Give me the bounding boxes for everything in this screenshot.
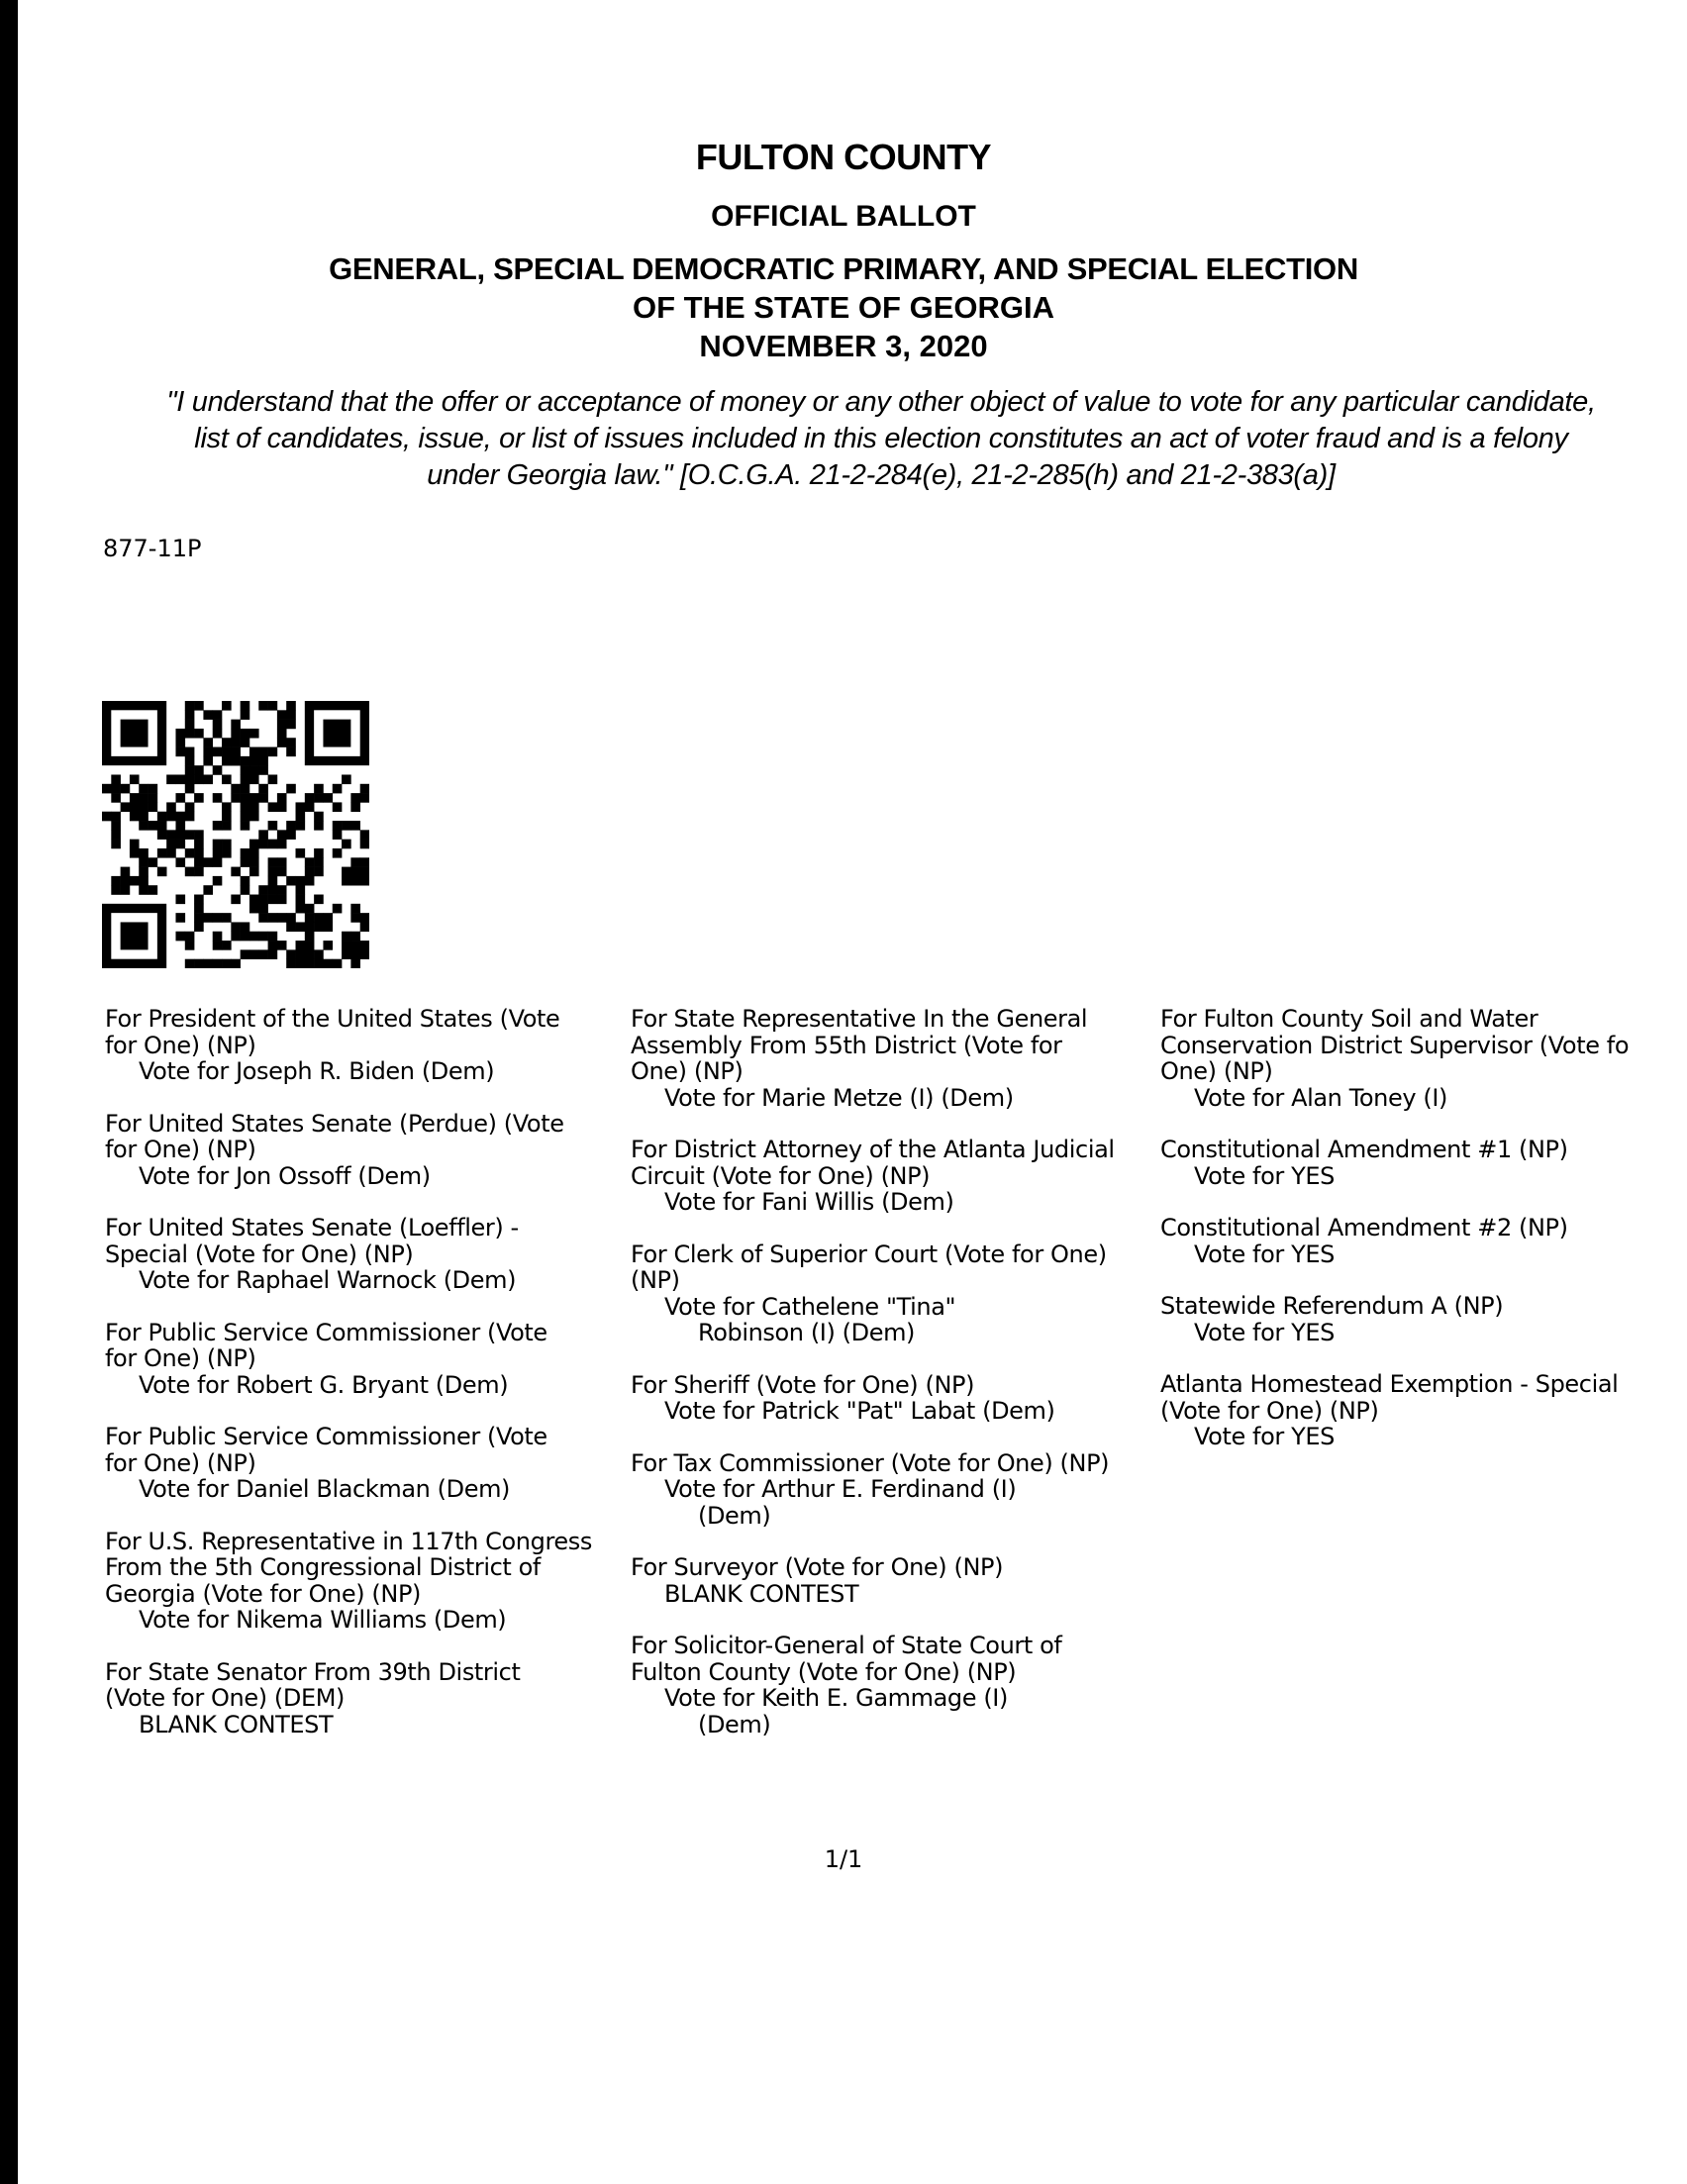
contest-title: Georgia (Vote for One) (NP) <box>105 1579 421 1608</box>
contest-item <box>105 1424 620 1503</box>
contest-selection: BLANK CONTEST <box>139 1710 334 1738</box>
contest-selection: Vote for YES <box>1194 1161 1335 1190</box>
county-title: FULTON COUNTY <box>695 137 992 177</box>
contest-selection: Vote for Fani Willis (Dem) <box>664 1188 954 1216</box>
election-title-line1: GENERAL, SPECIAL DEMOCRATIC PRIMARY, AND SPECIAL ELECTION <box>329 251 1358 286</box>
contest-item <box>1160 1371 1685 1450</box>
contest-title: For United States Senate (Perdue) (Vote <box>105 1109 564 1138</box>
contest-title: For Sheriff (Vote for One) (NP) <box>631 1370 975 1399</box>
contest-selection: Vote for Arthur E. Ferdinand (I) <box>664 1475 1017 1503</box>
contest-column-3 <box>1160 1006 1685 1476</box>
contest-selection: Vote for Raphael Warnock (Dem) <box>139 1266 517 1294</box>
contest-selection: Vote for Patrick "Pat" Labat (Dem) <box>664 1397 1055 1425</box>
contest-title: For Solicitor-General of State Court of <box>631 1632 1062 1659</box>
ballot-style-code: 877-11P <box>103 535 202 562</box>
contest-item <box>1160 1006 1685 1111</box>
contest-title: Statewide Referendum A (NP) <box>1160 1292 1504 1320</box>
contest-title: Fulton County (Vote for One) (NP) <box>631 1657 1017 1686</box>
contest-title: For U.S. Representative in 117th Congress <box>105 1527 592 1555</box>
contest-title: For Public Service Commissioner (Vote <box>105 1423 547 1450</box>
contest-title: For Clerk of Superior Court (Vote for One) <box>631 1240 1107 1268</box>
contest-selection: Vote for Keith E. Gammage (I) <box>664 1684 1008 1712</box>
contest-selection: Vote for Jon Ossoff (Dem) <box>139 1161 431 1190</box>
contest-title: For District Attorney of the Atlanta Judicial <box>631 1136 1115 1163</box>
contest-selection: Vote for Alan Toney (I) <box>1194 1083 1447 1112</box>
contest-selection: Vote for YES <box>1194 1423 1335 1450</box>
contest-item <box>631 1372 1155 1425</box>
contest-selection: Vote for Daniel Blackman (Dem) <box>139 1475 511 1503</box>
contest-selection: Robinson (I) (Dem) <box>698 1319 916 1346</box>
contest-title: Conservation District Supervisor (Vote fo <box>1160 1031 1630 1059</box>
contest-column-1 <box>105 1006 620 1763</box>
page-number: 1/1 <box>824 1845 863 1873</box>
oath-line: "I understand that the offer or acceptance of money or any other object of value to vote for any particular candidate, <box>166 386 1596 418</box>
contest-selection: (Dem) <box>698 1710 771 1738</box>
contest-title: for One) (NP) <box>105 1031 256 1059</box>
contest-item <box>105 1006 620 1085</box>
contest-title: From the 5th Congressional District of <box>105 1553 541 1581</box>
contest-item <box>631 1554 1155 1607</box>
contest-item <box>631 1450 1155 1530</box>
contest-item <box>105 1529 620 1634</box>
contest-item <box>631 1633 1155 1737</box>
contest-title: Constitutional Amendment #1 (NP) <box>1160 1136 1568 1163</box>
election-date: NOVEMBER 3, 2020 <box>699 329 988 363</box>
contest-item <box>1160 1137 1685 1189</box>
contest-title: for One) (NP) <box>105 1344 256 1372</box>
contest-title: For President of the United States (Vote <box>105 1005 560 1033</box>
voter-fraud-statement <box>99 384 1663 494</box>
contest-selection: Vote for YES <box>1194 1318 1335 1346</box>
contest-title: For Public Service Commissioner (Vote <box>105 1318 547 1346</box>
oath-line: under Georgia law." [O.C.G.A. 21-2-284(e), 21-2-285(h) and 21-2-383(a)] <box>427 459 1336 491</box>
contest-title: Circuit (Vote for One) (NP) <box>631 1161 931 1190</box>
contest-title: For United States Senate (Loeffler) - <box>105 1214 519 1241</box>
contest-title: Constitutional Amendment #2 (NP) <box>1160 1214 1568 1241</box>
contest-item <box>105 1111 620 1190</box>
contest-selection: Vote for Marie Metze (I) (Dem) <box>664 1083 1014 1112</box>
contest-title: For Tax Commissioner (Vote for One) (NP) <box>631 1448 1110 1477</box>
contest-title: For Fulton County Soil and Water <box>1160 1005 1538 1033</box>
contest-item <box>631 1137 1155 1216</box>
contest-item <box>105 1215 620 1294</box>
contest-title: For State Senator From 39th District <box>105 1657 521 1686</box>
contest-item <box>105 1659 620 1738</box>
contest-item <box>1160 1293 1685 1345</box>
contest-title: For State Representative In the General <box>631 1005 1088 1033</box>
contest-item <box>105 1320 620 1399</box>
contest-title: for One) (NP) <box>105 1136 256 1163</box>
contest-selection: Vote for Nikema Williams (Dem) <box>139 1606 507 1634</box>
contest-selection: BLANK CONTEST <box>664 1579 859 1608</box>
contest-selection: Vote for Robert G. Bryant (Dem) <box>139 1370 509 1399</box>
contest-selection: Vote for Cathelene "Tina" <box>664 1292 956 1321</box>
ballot-title: OFFICIAL BALLOT <box>711 200 976 233</box>
contest-title: Special (Vote for One) (NP) <box>105 1240 414 1268</box>
contest-title: One) (NP) <box>631 1057 744 1085</box>
contest-selection: (Dem) <box>698 1501 771 1530</box>
election-title-line2: OF THE STATE OF GEORGIA <box>633 290 1054 325</box>
contest-item <box>1160 1215 1685 1267</box>
contest-item <box>631 1006 1155 1111</box>
contest-title: (NP) <box>631 1266 680 1294</box>
contest-title: (Vote for One) (DEM) <box>105 1684 345 1712</box>
contest-column-2 <box>631 1006 1155 1763</box>
contest-selection: Vote for YES <box>1194 1240 1335 1268</box>
contest-title: for One) (NP) <box>105 1448 256 1477</box>
contest-title: Atlanta Homestead Exemption - Special <box>1160 1370 1619 1398</box>
contest-selection: Vote for Joseph R. Biden (Dem) <box>139 1057 495 1085</box>
contest-title: (Vote for One) (NP) <box>1160 1396 1379 1425</box>
oath-line: list of candidates, issue, or list of issues included in this election constitutes an act of voter fraud and is a felony <box>194 423 1568 454</box>
qr-code <box>102 701 369 968</box>
contest-title: For Surveyor (Vote for One) (NP) <box>631 1553 1004 1581</box>
contest-title: Assembly From 55th District (Vote for <box>631 1031 1062 1059</box>
contest-title: One) (NP) <box>1160 1057 1273 1085</box>
contest-item <box>631 1241 1155 1346</box>
